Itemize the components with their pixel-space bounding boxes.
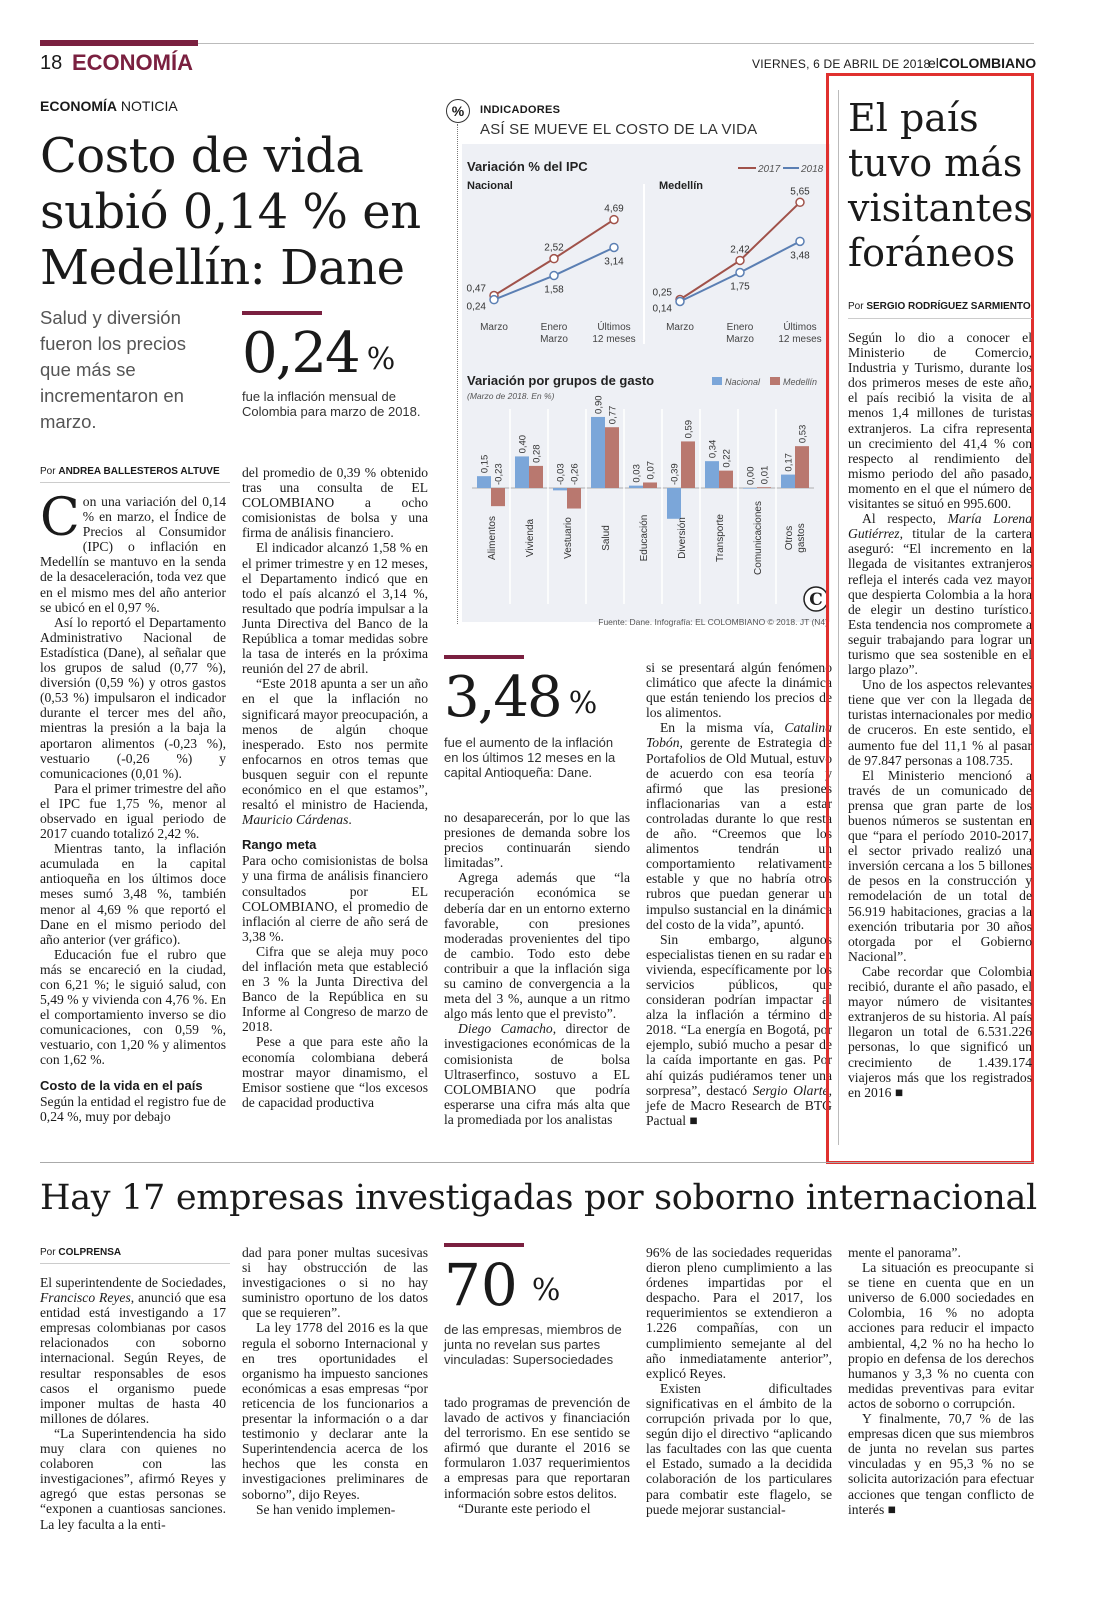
stat2-unit: %: [568, 686, 596, 721]
kicker-section: ECONOMÍA: [40, 98, 117, 114]
stat3-caption: de las empresas, miembros de junta no revelan sus partes vinculadas: Supersociedades: [444, 1322, 622, 1367]
bar-medellín: [795, 446, 809, 488]
line-data-label: 0,25: [652, 287, 672, 299]
article2-col-1: El superintendente de Sociedades, Francisco Reyes, anunció que esa entidad está investigando a 17 empresas colombianas por casos relacionados con soborno internacional. Según Reyes, de resultar responsables de esos casos el organismo puede imponer multas de hasta 40 millones de dólares. “La Superintendencia ha sido muy clara con quienes no colaboren con las investigaciones”, afirmó Reyes y agregó que estas personas se “exponen a cuantiosas sanciones. La ley faculta a la enti-: [40, 1275, 226, 1532]
kicker-type: NOTICIA: [120, 98, 178, 114]
article2-byline: [40, 1247, 121, 1258]
bar-data-label: 0,34: [707, 439, 719, 459]
gastos-title: Variación por grupos de gasto: [467, 373, 655, 388]
header-accent-bar: [40, 40, 198, 46]
line-point: [610, 243, 618, 251]
line-x-tick-text: Marzo: [726, 334, 754, 345]
header-rule: [198, 43, 1034, 44]
legend-medellin-label: Medellín: [783, 377, 818, 387]
bar-nacional: [743, 488, 757, 489]
bar-category-label: Transporte: [715, 514, 726, 562]
infographic-title: ASÍ SE MUEVE EL COSTO DE LA VIDA: [480, 121, 758, 138]
line-data-label: 0,14: [652, 303, 672, 315]
line-x-tick-text: Marzo: [540, 334, 568, 345]
line-data-label: 1,75: [730, 281, 750, 293]
bar-category-text: gastos: [796, 523, 807, 553]
stat1-accent: [242, 311, 322, 315]
stat2-number: 3,48: [444, 665, 561, 730]
stat2-value: [444, 665, 596, 730]
bar-data-label: 0,07: [645, 460, 657, 480]
bar-category-label: Salud: [601, 525, 612, 551]
person-name: María Lorena Gutiérrez: [848, 511, 1033, 542]
line-x-tick-label: [666, 322, 694, 333]
byline-prefix: Por: [40, 466, 56, 477]
page-number: 18: [40, 52, 63, 74]
infographic-source: Fuente: Dane. Infografía: EL COLOMBIANO © 2018. JT (N4): [598, 617, 828, 627]
gastos-subtitle: (Marzo de 2018. En %): [467, 391, 555, 401]
bar-category-label: Comunicaciones: [753, 501, 764, 575]
bar-nacional: [705, 461, 719, 488]
bar-data-label: 0,22: [721, 449, 733, 468]
line-data-label: 4,69: [604, 203, 624, 215]
line-x-tick-text: Marzo: [666, 322, 694, 333]
article-col-4: si se presentará algún fenómeno climático que afecte la dinámica que están teniendo los precios de los alimentos. En la misma vía, Catalina Tobón, gerente de Estrategia de Portafolios de Old Mutual, estuvo de acuerdo con esa teoría y afirmó que las presiones inflacionarias van a estar controladas durante lo que resta de año. “Creemos que los alimentos tendrán un comportamiento relativamente estable y que no habría otros rubros que puedan generar un impulso sustancial en la dinámica del costo de la vida”, apuntó. Sin embargo, algunos especialistas tienen en su radar en vivienda, específicamente por los servicios públicos, que consideran podrían impactar al alza la inflación a término de 2018. “La energía en Bogotá, por ejemplo, subió mucho a pesar de la caída importante en gas. Por ahí quizás pudiéramos tener una sorpresa”, destacó Sergio Olarte, jefe de Macro Research de BTG Pactual ■: [646, 660, 832, 1128]
line-x-tick-label: [592, 320, 635, 345]
person-name: Catalina Tobón: [646, 720, 832, 751]
page-date: VIERNES, 6 DE ABRIL DE 2018: [752, 57, 931, 71]
subhead-costo: Costo de la vida en el país: [40, 1077, 203, 1093]
legend-nacional-label: Nacional: [725, 377, 761, 387]
bar-nacional: [629, 486, 643, 488]
bar-data-label: 0,17: [783, 453, 795, 472]
line-point: [550, 272, 558, 280]
line-data-label: 3,48: [790, 250, 810, 262]
line-x-tick-text: 12 meses: [592, 334, 636, 345]
brand-name: COLOMBIANO: [938, 55, 1037, 71]
article-col-4-clip: [646, 660, 832, 1150]
line-x-tick-label: [480, 322, 508, 333]
stat1-number: 0,24: [242, 321, 359, 386]
person-name: Sergio Olarte: [752, 1082, 829, 1098]
byline-author: ANDREA BALLESTEROS ALTUVE: [58, 466, 220, 477]
stat2-caption: fue el aumento de la inflación en los últimos 12 meses en la capital Antioqueña: Dane.: [444, 735, 616, 780]
legend-2018-label: 2018: [801, 164, 824, 175]
infographic-badge-line: [457, 124, 459, 624]
bar-medellín: [605, 427, 619, 488]
line-x-tick-text: Últimos: [783, 322, 817, 333]
person-name: Mauricio Cárdenas: [242, 812, 349, 828]
article2-col-5: mente el panorama”. La situación es preocupante si se tiene en cuenta que en un universo de 6.000 sociedades en Colombia, 16 % no adopta acciones para reducir el impacto ambiental, 4,2 % no ha hecho lo propio en defensa de los derechos humanos y 3,3 % no cuenta con medidas preventivas para evitar actos de soborno o corrupción. Y finalmente, 70,7 % de las empresas dicen que sus miembros de junta no revelan sus partes vinculadas y en 95,3 % no se solicita autorización para efectuar acciones que tengan conflicto de interés ■: [848, 1245, 1034, 1517]
bar-medellín: [643, 482, 657, 488]
article2-headline: Hay 17 empresas investigadas por soborno internacional: [40, 1178, 1037, 1218]
bar-medellín: [567, 488, 581, 509]
bar-medellín: [529, 466, 543, 488]
byline-author: COLPRENSA: [58, 1247, 122, 1258]
bar-nacional: [667, 488, 681, 519]
sidebar-headline: El país tuvo más visitantes foráneos: [848, 96, 1033, 275]
stat3-unit: %: [531, 1273, 561, 1308]
bar-nacional: [515, 456, 529, 488]
line-x-tick-text: Enero: [726, 322, 754, 333]
stat2-accent: [444, 655, 524, 659]
line-point: [610, 216, 618, 224]
bar-data-label: -0,23: [493, 463, 505, 485]
bar-chart-gastos: [472, 395, 814, 604]
bar-category-label: Diversión: [677, 517, 688, 559]
sidebar-divider: [838, 90, 839, 1145]
line-data-label: 2,42: [730, 244, 750, 256]
line-x-tick-text: Enero: [540, 322, 568, 333]
person-name: Francisco Reyes: [40, 1290, 131, 1306]
brand-logo: [928, 55, 1036, 71]
brand-prefix: el: [928, 55, 939, 71]
section-title: ECONOMÍA: [72, 50, 193, 75]
line-x-tick-text: 12 meses: [778, 334, 822, 345]
line-chart-title-medellin: Medellín: [659, 180, 704, 192]
person-name: Diego Camacho: [458, 1021, 553, 1037]
ipc-legend: [738, 164, 824, 175]
byline-prefix: Por: [848, 301, 864, 312]
bar-data-label: 0,59: [683, 419, 695, 439]
article-col-1: Con una variación del 0,14 % en marzo, el Índice de Precios al Consumidor (IPC) o inflación en Medellín se mantuvo en la senda de la desaceleración, toda vez que en el mismo mes del año anterior se ubicó en el 0,97 %. Así lo reportó el Departamento Administrativo Nacional de Estadística (Dane), al señalar que los grupos de salud (0,77 %), diversión (0,59 %) y otros gastos (0,53 %) impulsaron el indicador durante el tercer mes del año, mientras la presión a la baja la aportaron alimentos (-0,23 %), vestuario (-0,26 %) y comunicaciones (0,01 %). Para el primer trimestre del año el IPC fue 1,75 %, menor al observado en igual periodo de 2017 cuando totalizó 2,42 %. Mientras tanto, la inflación acumulada en la capital antioqueña en los últimos doce meses sumó 3,48 %, también menor al 4,69 % que reportó el Dane en el mismo periodo del año anterior (ver gráfico). Educación fue el rubro que más se encareció en la ciudad, con 6,21 %; le siguió salud, con 5,49 % y vivienda con 4,76 %. En el comportamiento inverso se dio comunicaciones, con 0,59 %, vestuario, con 1,20 % y alimentos con 1,62 %. Costo de la vida en el país Según la entidad el registro fue de 0,24 %, muy por debajo: [40, 488, 226, 1124]
line-chart-medellin: [653, 186, 822, 345]
article-col-3: no desaparecerán, por lo que las presiones de demanda sobre los precios continuarán siendo limitadas”. Agrega además que “la recuperación económica se debería dar en un entorno externo favorable, con presiones moderadas provenientes del tipo de cambio. Todo esto debe contribuir a que la inflación siga su camino de convergencia a la meta del 3 %, aunque a un ritmo algo más lento que el previsto”. Diego Camacho, director de investigaciones económicas de la comisionista de bolsa Ultraserfinco, sostuvo a EL COLOMBIANO que podría esperarse una cifra más alta que la promediada por los analistas: [444, 810, 630, 1127]
line-x-tick-text: Últimos: [597, 322, 631, 333]
bar-nacional: [591, 417, 605, 488]
byline-rule: [40, 482, 230, 483]
line-point: [796, 198, 804, 206]
byline-author: SERGIO RODRÍGUEZ SARMIENTO: [866, 301, 1031, 312]
stat3-accent: [444, 1243, 524, 1247]
stat1-unit: %: [366, 342, 394, 377]
line-point: [796, 237, 804, 245]
line-data-label: 1,58: [544, 284, 564, 296]
line-data-label: 0,24: [466, 301, 486, 313]
bar-data-label: 0,01: [759, 465, 771, 485]
bar-category-label: Vestuario: [563, 517, 574, 559]
bar-nacional: [553, 488, 567, 490]
bar-data-label: 0,90: [593, 395, 605, 414]
bar-category-text: Otros: [784, 525, 795, 551]
bar-medellín: [719, 471, 733, 488]
bar-nacional: [781, 475, 795, 488]
bar-category-label: Educación: [639, 514, 650, 562]
bar-data-label: 0,40: [517, 434, 529, 454]
article-col-2: del promedio de 0,39 % obtenido tras una consulta de EL COLOMBIANO a ocho comisionistas de bolsa y una firma de análisis financiero. El indicador alcanzó 1,58 % en el primer trimestre y en 12 meses, el Departamento indicó que en todo el país alcanzó el 3,14 %, resultado que podría impulsar a la Junta Directiva del Banco de la República a tomar medidas sobre la tasa de interés en la próxima reunión del 27 de abril. “Este 2018 apunta a ser un año en el que la inflación no significará mayor preocupación, a menos de algún choque inesperado. Esto nos permite enfocarnos en otros temas que busquen seguir con el repunte económico en el que estamos”, resaltó el ministro de Hacienda, Mauricio Cárdenas. Rango meta Para ocho comisionistas de bolsa y una firma de análisis financiero consultados por EL COLOMBIANO, el promedio de inflación al cierre de año será de 3,38 %. Cifra que se aleja muy poco del inflación meta que estableció en 3 % la Junta Directiva del Banco de la República en su Informe al Congreso de marzo de 2018. Pese a que para este año la economía colombiana deberá mostrar mayor dinamismo, el Emisor sostiene que “los excesos de capacidad productiva: [242, 465, 428, 1110]
bar-medellín: [491, 488, 505, 506]
byline-prefix: Por: [40, 1247, 56, 1258]
article2-col-3: tado programas de prevención de lavado de activos y financiación del terrorismo. En ese sentido se afirmó que durante el 2016 se formularon 1.037 requerimientos a empresas para que reportaran información sobre estos delitos. “Durante este periodo el: [444, 1395, 630, 1516]
article2-col-2: dad para poner multas sucesivas si hay obstrucción de las investigaciones o si no hay suministro oportuno de los datos que se requieren”. La ley 1778 del 2016 es la que regula el soborno Internacional y en tres oportunidades el organismo ha impuesto sanciones económicas a esas empresas “por reticencia de los funcionarios a presentar la información o a dar testimonio y declarar ante la Superintendencia acerca de los hechos que les consta en investigaciones preliminares de soborno”, dijo Reyes. Se han venido implemen-: [242, 1245, 428, 1517]
article-byline: [40, 466, 220, 477]
bar-category-label: [784, 523, 807, 552]
bar-medellín: [681, 441, 695, 488]
logo-letter: C: [809, 590, 823, 610]
line-point: [676, 297, 684, 305]
bar-category-label: Alimentos: [487, 516, 498, 560]
bar-data-label: 0,77: [607, 405, 619, 425]
line-point: [550, 255, 558, 263]
stat3-number: 70: [444, 1251, 518, 1319]
stat3-value: [444, 1251, 561, 1319]
bar-data-label: -0,03: [555, 463, 567, 485]
bar-data-label: 0,15: [479, 454, 491, 474]
sidebar-byline: [848, 301, 1031, 312]
bar-medellín: [757, 487, 771, 488]
line-x-tick-label: [726, 322, 754, 345]
line-point: [490, 296, 498, 304]
bar-data-label: 0,00: [745, 466, 757, 485]
bar-data-label: 0,53: [797, 424, 809, 444]
stat1-value: [242, 321, 394, 386]
article2-top-rule: [40, 1162, 1034, 1163]
article-subhead: Salud y diversión fueron los precios que más se incrementaron en marzo.: [40, 307, 187, 432]
infographic-badge: %: [446, 99, 470, 123]
subhead-rango: Rango meta: [242, 837, 317, 853]
infographic-charts: [462, 144, 830, 627]
stat1-caption: fue la inflación mensual de Colombia para marzo de 2018.: [242, 389, 421, 419]
dropcap: C: [40, 488, 80, 548]
legend-2017-label: 2017: [758, 164, 781, 175]
ipc-title: Variación % del IPC: [467, 159, 588, 174]
line-x-tick-text: Marzo: [480, 322, 508, 333]
sidebar-body: Según lo dio a conocer el Ministerio de Comercio, Industria y Turismo, durante los dos primeros meses de este año, el país recibió la visita de al menos 1,4 millones de turistas extranjeros. La cifra representa un crecimiento del 41,4 % con respecto al rendimiento del mismo periodo del año pasado, momento en el que el número de visitantes se situó en 995.600. Al respecto, María Lorena Gutiérrez, titular de la cartera aseguró: “El incremento en la llegada de visitantes extranjeros refleja el interés cada vez mayor que despierta Colombia a la hora de elegir un destino turístico. Esta tendencia nos compromete a seguir trabajando para lograr un turismo que sea sostenible en el largo plazo”. Uno de los aspectos relevantes tiene que ver con la llegada de turistas internacionales por medio de cruceros. En este sentido, el aumento fue del 11,1 % al pasar de 97.847 personas a 108.735. El Ministerio mencionó a través de un comunicado de prensa que gran parte de los buenos números se sustentan en que “para el período 2010-2017, el sector privado realizó una inversión cercana a los 5 billones de pesos en la construcción y remodelación de un total de 56.919 habitaciones, gracias a la exención tributaria por 30 años otorgada por el Gobierno Nacional”. Cabe recordar que Colombia recibió, durante el año pasado, el mayor número de visitantes extranjeros de su historia. Al país llegaron un total de 6.531.226 personas, lo que significó un crecimiento de 1.439.174 viajeros más que los registrados en 2016 ■: [848, 330, 1033, 1100]
bar-category-label: Vivienda: [525, 518, 536, 558]
line-point: [736, 269, 744, 277]
line-data-label: 0,47: [466, 283, 486, 295]
sidebar-byline-rule: [848, 318, 1032, 319]
bar-nacional: [477, 476, 491, 488]
bar-data-label: 0,03: [631, 464, 643, 483]
line-data-label: 3,14: [604, 256, 624, 268]
line-point: [736, 256, 744, 264]
bar-data-label: -0,39: [669, 463, 681, 485]
line-data-label: 5,65: [790, 186, 810, 198]
legend-nacional-swatch: [712, 377, 722, 385]
line-chart-title-nacional: Nacional: [467, 180, 513, 192]
article-headline: Costo de vida subió 0,14 % en Medellín: Dane: [40, 128, 421, 296]
line-data-label: 2,52: [544, 242, 564, 254]
bar-data-label: 0,28: [531, 444, 543, 463]
article2-byline-rule: [40, 1263, 230, 1264]
article-kicker: [40, 98, 178, 114]
gastos-legend: [712, 377, 817, 387]
bar-data-label: -0,26: [569, 463, 581, 485]
line-x-tick-label: [540, 322, 568, 345]
line-x-tick-label: [778, 320, 821, 345]
line-chart-nacional: [467, 204, 636, 345]
legend-medellin-swatch: [770, 377, 780, 385]
infographic-label: INDICADORES: [480, 104, 561, 116]
article2-col-4: 96% de las sociedades requeridas dieron pleno cumplimiento a las órdenes impartidas por el despacho. Para el 2017, los requerimientos se extendieron a 1.226 compañías, con un cumplimiento semejante al del año inmediatamente anterior”, explicó Reyes. Existen dificultades significativas en el ámbito de la corrupción privada por lo que, según dijo el directivo “aplicando las facultades con las que cuenta el Estado, sumado a la decidida colaboración de los particulares para combatir este flagelo, se puede mejorar sustancial-: [646, 1245, 832, 1517]
